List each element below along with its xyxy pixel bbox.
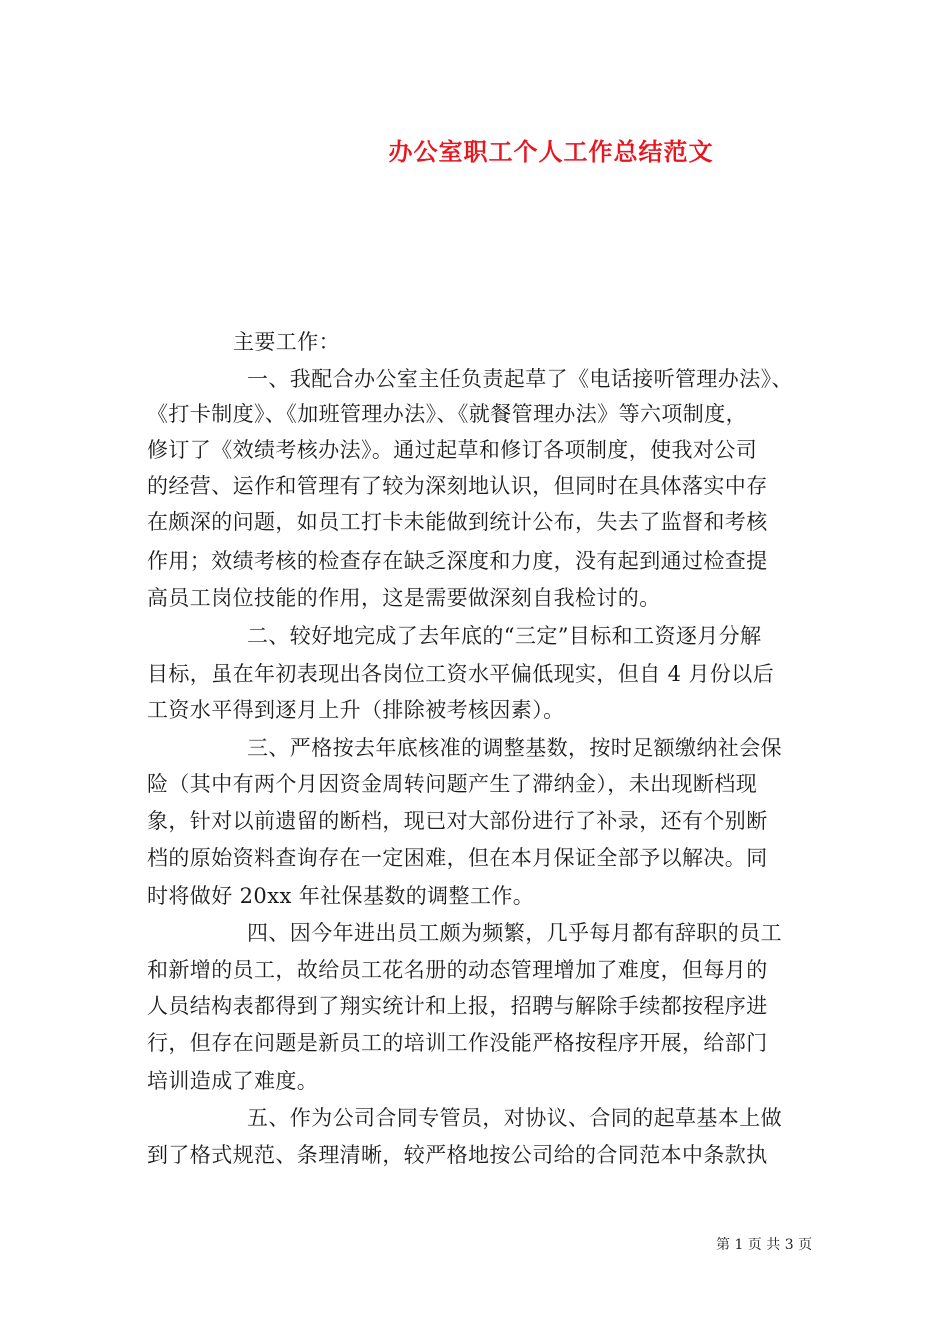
body-line: 工资水平得到逐月上升（排除被考核因素）。 xyxy=(147,698,565,722)
body-line: 人员结构表都得到了翔实统计和上报，招聘与解除手续都按程序进 xyxy=(147,994,768,1018)
body-line: 二、较好地完成了去年底的“三定”目标和工资逐月分解 xyxy=(247,624,762,648)
body-line: 时将做好 20xx 年社保基数的调整工作。 xyxy=(147,884,535,908)
body-line: 象，针对以前遗留的断档，现已对大部份进行了补录，还有个别断 xyxy=(147,809,768,833)
body-line: 三、严格按去年底核准的调整基数，按时足额缴纳社会保 xyxy=(247,736,782,760)
body-line: 目标，虽在年初表现出各岗位工资水平偏低现实，但自 4 月份以后 xyxy=(147,662,775,686)
body-line: 高员工岗位技能的作用，这是需要做深刻自我检讨的。 xyxy=(147,586,661,610)
document-title: 办公室职工个人工作总结范文 xyxy=(388,137,714,166)
body-line: 《打卡制度》、《加班管理办法》、《就餐管理办法》等六项制度， xyxy=(147,402,747,426)
body-line: 作用；效绩考核的检查存在缺乏深度和力度，没有起到通过检查提 xyxy=(147,549,768,573)
body-line: 和新增的员工，故给员工花名册的动态管理增加了难度，但每月的 xyxy=(147,958,768,982)
body-line: 四、因今年进出员工颇为频繁，几乎每月都有辞职的员工 xyxy=(247,921,782,945)
body-line: 在颇深的问题，如员工打卡未能做到统计公布，失去了监督和考核 xyxy=(147,510,768,534)
body-line: 险（其中有两个月因资金周转问题产生了滞纳金），未出现断档现 xyxy=(147,772,758,796)
body-line: 修订了《效绩考核办法》。通过起草和修订各项制度，使我对公司 xyxy=(147,438,758,462)
body-line: 到了格式规范、条理清晰，较严格地按公司给的合同范本中条款执 xyxy=(147,1143,768,1167)
body-line: 行，但存在问题是新员工的培训工作没能严格按程序开展，给部门 xyxy=(147,1031,768,1055)
page-number-footer: 第 1 页 共 3 页 xyxy=(716,1237,813,1253)
body-line: 一、我配合办公室主任负责起草了《电话接听管理办法》、 xyxy=(247,367,793,391)
body-line: 的经营、运作和管理有了较为深刻地认识，但同时在具体落实中存 xyxy=(147,474,768,498)
body-line: 档的原始资料查询存在一定困难，但在本月保证全部予以解决。同 xyxy=(147,846,768,870)
section-heading-main-work: 主要工作： xyxy=(233,330,340,354)
body-line: 培训造成了难度。 xyxy=(147,1069,319,1093)
body-line: 五、作为公司合同专管员，对协议、合同的起草基本上做 xyxy=(247,1106,782,1130)
